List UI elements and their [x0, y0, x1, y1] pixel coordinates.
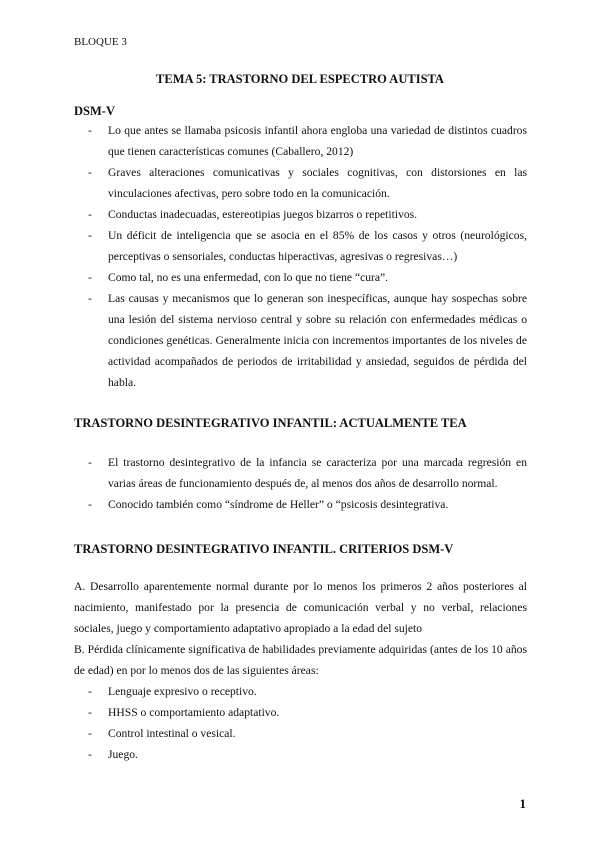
criterios-list [74, 681, 527, 765]
list-item [74, 681, 527, 702]
list-item-text: El trastorno desintegrativo de la infancia se caracteriza por una marcada regresión en varias áreas de funcionamiento después de, al menos dos años de desarrollo normal. [108, 456, 527, 490]
bullet-dash: - [88, 685, 92, 698]
bullet-dash: - [88, 292, 92, 305]
bullet-dash: - [88, 229, 92, 242]
list-item-text: Como tal, no es una enfermedad, con lo que no tiene “cura”. [108, 271, 389, 284]
list-item [74, 120, 527, 162]
list-item [74, 267, 527, 288]
bullet-dash: - [88, 456, 92, 469]
bullet-dash: - [88, 706, 92, 719]
bullet-dash: - [88, 166, 92, 179]
list-item [74, 225, 527, 267]
page-number: 1 [519, 796, 526, 811]
list-item-text: Juego. [108, 748, 138, 761]
list-item-text: Conductas inadecuadas, estereotipias juegos bizarros o repetitivos. [108, 208, 418, 221]
list-item-text: Un déficit de inteligencia que se asocia en el 85% de los casos y otros (neurológicos, perceptivas o sensoriales, conductas hiperactivas, agresivas o regresivas…) [108, 229, 527, 263]
list-item [74, 452, 527, 494]
page-title: TEMA 5: TRASTORNO DEL ESPECTRO AUTISTA [156, 72, 444, 86]
section-heading-criterios: TRASTORNO DESINTEGRATIVO INFANTIL. CRITERIOS DSM-V [74, 542, 454, 556]
list-item-text: Control intestinal o vesical. [108, 727, 236, 740]
list-item-text: Lo que antes se llamaba psicosis infantil ahora engloba una variedad de distintos cuadros que tienen características comunes (Caballero, 2012) [108, 124, 527, 158]
bullet-dash: - [88, 748, 92, 761]
bullet-dash: - [88, 498, 92, 511]
list-item [74, 723, 527, 744]
bullet-dash: - [88, 727, 92, 740]
list-item-text: Graves alteraciones comunicativas y sociales cognitivas, con distorsiones en las vinculaciones afectivas, pero sobre todo en la comunicación. [108, 166, 527, 200]
page-header: BLOQUE 3 [74, 36, 127, 48]
section-heading-dsm-v: DSM-V [74, 104, 115, 118]
criterion-b-paragraph: B. Pérdida clínicamente significativa de habilidades previamente adquiridas (antes de los 10 años de edad) en por lo menos dos de las siguientes áreas: [74, 643, 527, 677]
trastorno-desintegrativo-list [74, 452, 527, 515]
list-item [74, 702, 527, 723]
section-heading-trastorno-desintegrativo: TRASTORNO DESINTEGRATIVO INFANTIL: ACTUALMENTE TEA [74, 416, 467, 430]
list-item-text: Lenguaje expresivo o receptivo. [108, 685, 257, 698]
bullet-dash: - [88, 271, 92, 284]
list-item-text: HHSS o comportamiento adaptativo. [108, 706, 280, 719]
bullet-dash: - [88, 124, 92, 137]
list-item [74, 494, 527, 515]
list-item-text: Las causas y mecanismos que lo generan son inespecíficas, aunque hay sospechas sobre una lesión del sistema nervioso central y sobre su relación con enfermedades médicas o condiciones genéticas. Generalmente inicia con incrementos importantes de los niveles de actividad acompañados de periodos de irritabilidad y ansiedad, seguidos de pérdida del habla. [108, 292, 527, 389]
list-item [74, 162, 527, 204]
dsm-v-list [74, 120, 527, 393]
list-item [74, 744, 527, 765]
bullet-dash: - [88, 208, 92, 221]
list-item-text: Conocido también como “síndrome de Heller” o “psicosis desintegrativa. [108, 498, 449, 511]
list-item [74, 204, 527, 225]
criterion-a-paragraph: A. Desarrollo aparentemente normal durante por lo menos los primeros 2 años posteriores al nacimiento, manifestado por la presencia de comunicación verbal y no verbal, relaciones sociales, juego y comportamiento adaptativo apropiado a la edad del sujeto [74, 580, 527, 635]
list-item [74, 288, 527, 393]
